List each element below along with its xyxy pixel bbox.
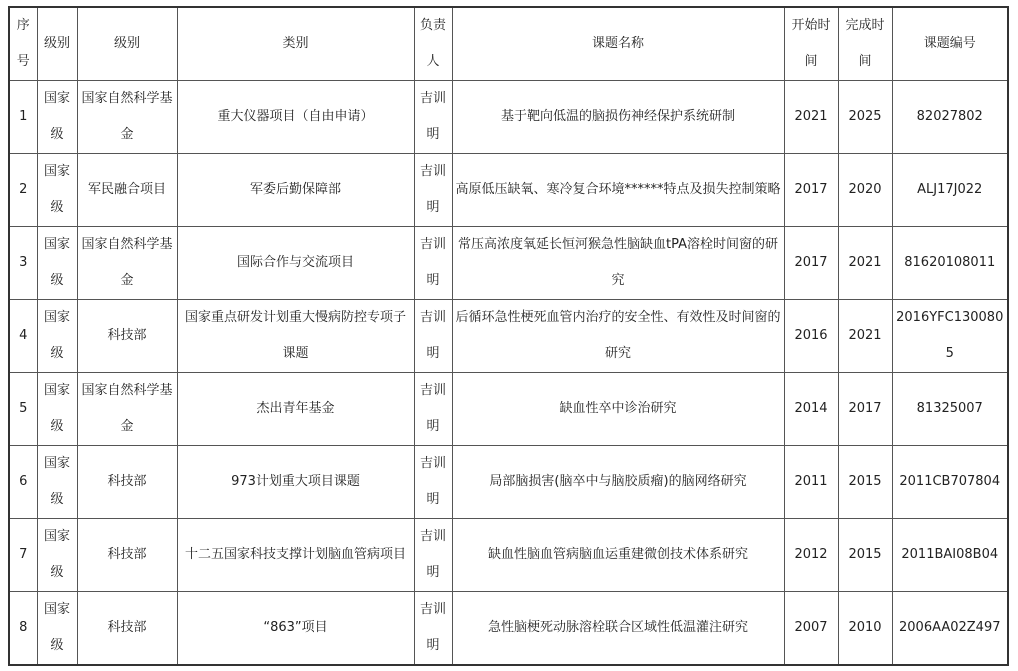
cell-start: 2017: [784, 227, 838, 300]
cell-seq: 4: [9, 300, 37, 373]
cell-start: 2014: [784, 373, 838, 446]
cell-name: 后循环急性梗死血管内治疗的安全性、有效性及时间窗的研究: [452, 300, 784, 373]
cell-type: 军委后勤保障部: [177, 154, 414, 227]
cell-end: 2015: [838, 446, 892, 519]
cell-seq: 1: [9, 81, 37, 154]
cell-start: 2011: [784, 446, 838, 519]
cell-name: 急性脑梗死动脉溶栓联合区域性低温灌注研究: [452, 592, 784, 666]
cell-code: 2016YFC1300805: [892, 300, 1008, 373]
cell-level: 国家级: [37, 373, 77, 446]
cell-category: 科技部: [77, 592, 177, 666]
cell-owner: 吉训明: [414, 300, 452, 373]
cell-code: 82027802: [892, 81, 1008, 154]
header-start: 开始时间: [784, 7, 838, 81]
cell-seq: 7: [9, 519, 37, 592]
header-type: 类别: [177, 7, 414, 81]
cell-seq: 6: [9, 446, 37, 519]
cell-name: 缺血性脑血管病脑血运重建微创技术体系研究: [452, 519, 784, 592]
cell-type: 国家重点研发计划重大慢病防控专项子课题: [177, 300, 414, 373]
cell-seq: 2: [9, 154, 37, 227]
cell-level: 国家级: [37, 446, 77, 519]
cell-seq: 5: [9, 373, 37, 446]
cell-level: 国家级: [37, 300, 77, 373]
table-row: [9, 81, 1008, 154]
cell-name: 局部脑损害(脑卒中与脑胶质瘤)的脑网络研究: [452, 446, 784, 519]
cell-name: 高原低压缺氧、寒冷复合环境******特点及损失控制策略: [452, 154, 784, 227]
cell-type: 重大仪器项目（自由申请）: [177, 81, 414, 154]
header-code: 课题编号: [892, 7, 1008, 81]
cell-owner: 吉训明: [414, 227, 452, 300]
table-row: [9, 446, 1008, 519]
cell-category: 国家自然科学基金: [77, 227, 177, 300]
cell-code: 2011BAI08B04: [892, 519, 1008, 592]
header-seq: 序号: [9, 7, 37, 81]
cell-end: 2015: [838, 519, 892, 592]
header-category: 级别: [77, 7, 177, 81]
cell-end: 2017: [838, 373, 892, 446]
header-end: 完成时间: [838, 7, 892, 81]
cell-level: 国家级: [37, 227, 77, 300]
table-row: [9, 592, 1008, 666]
cell-code: 81620108011: [892, 227, 1008, 300]
cell-category: 科技部: [77, 519, 177, 592]
cell-owner: 吉训明: [414, 592, 452, 666]
cell-seq: 3: [9, 227, 37, 300]
cell-type: “863”项目: [177, 592, 414, 666]
cell-type: 国际合作与交流项目: [177, 227, 414, 300]
table-row: [9, 373, 1008, 446]
cell-name: 基于靶向低温的脑损伤神经保护系统研制: [452, 81, 784, 154]
cell-owner: 吉训明: [414, 154, 452, 227]
cell-category: 科技部: [77, 446, 177, 519]
cell-end: 2020: [838, 154, 892, 227]
cell-start: 2007: [784, 592, 838, 666]
cell-code: 2011CB707804: [892, 446, 1008, 519]
cell-level: 国家级: [37, 519, 77, 592]
table-row: [9, 227, 1008, 300]
table-row: [9, 300, 1008, 373]
cell-type: 杰出青年基金: [177, 373, 414, 446]
cell-owner: 吉训明: [414, 446, 452, 519]
header-row: [9, 7, 1008, 81]
cell-code: 2006AA02Z497: [892, 592, 1008, 666]
cell-category: 国家自然科学基金: [77, 373, 177, 446]
cell-end: 2021: [838, 227, 892, 300]
cell-name: 常压高浓度氧延长恒河猴急性脑缺血tPA溶栓时间窗的研究: [452, 227, 784, 300]
cell-level: 国家级: [37, 154, 77, 227]
cell-owner: 吉训明: [414, 519, 452, 592]
cell-owner: 吉训明: [414, 81, 452, 154]
cell-type: 十二五国家科技支撑计划脑血管病项目: [177, 519, 414, 592]
cell-seq: 8: [9, 592, 37, 666]
header-level: 级别: [37, 7, 77, 81]
cell-level: 国家级: [37, 592, 77, 666]
cell-start: 2016: [784, 300, 838, 373]
projects-table: [8, 6, 1009, 666]
table-row: [9, 519, 1008, 592]
cell-code: 81325007: [892, 373, 1008, 446]
cell-start: 2012: [784, 519, 838, 592]
header-name: 课题名称: [452, 7, 784, 81]
cell-start: 2017: [784, 154, 838, 227]
cell-end: 2021: [838, 300, 892, 373]
cell-category: 军民融合项目: [77, 154, 177, 227]
cell-type: 973计划重大项目课题: [177, 446, 414, 519]
cell-start: 2021: [784, 81, 838, 154]
cell-end: 2010: [838, 592, 892, 666]
cell-owner: 吉训明: [414, 373, 452, 446]
table-row: [9, 154, 1008, 227]
cell-code: ALJ17J022: [892, 154, 1008, 227]
cell-category: 科技部: [77, 300, 177, 373]
cell-end: 2025: [838, 81, 892, 154]
cell-name: 缺血性卒中诊治研究: [452, 373, 784, 446]
header-owner: 负责人: [414, 7, 452, 81]
cell-category: 国家自然科学基金: [77, 81, 177, 154]
cell-level: 国家级: [37, 81, 77, 154]
